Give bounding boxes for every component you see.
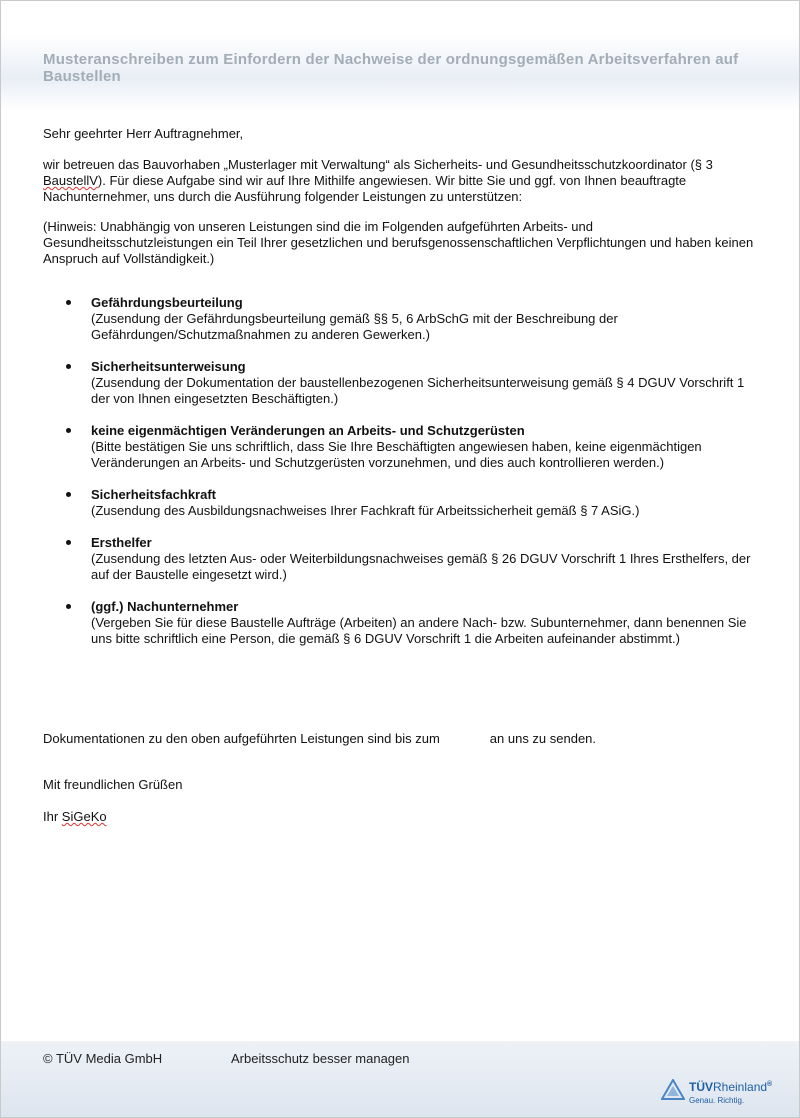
item-title: Sicherheitsunterweisung (91, 359, 246, 374)
item-title: Ersthelfer (91, 535, 152, 550)
item-title: Gefährdungsbeurteilung (91, 295, 243, 310)
intro-text-b: BaustellV (43, 173, 98, 188)
item-desc: (Vergeben Sie für diese Baustelle Aufträge (Arbeiten) an andere Nach- bzw. Subunternehmer, dann benennen Sie uns bitte schriftlich eine Person, die gemäß § 6 DGUV Vorschrift 1 die Arbeiten aufeinander abstimmt.) (91, 615, 747, 646)
signature-line (43, 809, 763, 825)
list-item (63, 295, 763, 343)
salutation: Sehr geehrter Herr Auftragnehmer, (43, 126, 244, 141)
item-title: Sicherheitsfachkraft (91, 487, 216, 502)
signature: SiGeKo (61, 809, 107, 824)
item-desc: (Zusendung des Ausbildungsnachweises Ihrer Fachkraft für Arbeitssicherheit gemäß § 7 ASiG.) (91, 503, 640, 518)
tuv-rheinland-logo (661, 1077, 781, 1113)
item-desc: (Zusendung des letzten Aus- oder Weiterbildungsnachweises gemäß § 26 DGUV Vorschrift 1 Ihres Ersthelfers, der auf der Baustelle eingesetzt wird.) (91, 551, 751, 582)
deadline-text-a: Dokumentationen zu den oben aufgeführten Leistungen sind bis zum (43, 731, 440, 746)
intro-text-a: wir betreuen das Bauvorhaben „Musterlager mit Verwaltung“ als Sicherheits- und Gesundheitsschutzkoordinator (§ 3 (43, 157, 713, 172)
list-item (63, 423, 763, 471)
deadline-text-b: an uns zu senden. (489, 731, 597, 746)
intro-paragraph (43, 157, 763, 205)
logo-tagline: Genau. Richtig. (689, 1096, 745, 1105)
signature-prefix: Ihr (43, 809, 59, 824)
item-desc: (Zusendung der Gefährdungsbeurteilung gemäß §§ 5, 6 ArbSchG mit der Beschreibung der Gefährdungen/Schutzmaßnahmen zu anderen Gewerken.) (91, 311, 618, 342)
item-title: keine eigenmächtigen Veränderungen an Arbeits- und Schutzgerüsten (91, 423, 525, 438)
hint-paragraph: (Hinweis: Unabhängig von unseren Leistungen sind die im Folgenden aufgeführten Arbeits- und Gesundheitsschutzleistungen ein Teil Ihrer gesetzlichen und berufsgenossenschaftlichen Verpflichtungen und haben keinen Anspruch auf Vollständigkeit.) (43, 219, 754, 266)
triangle-logo-icon (661, 1079, 685, 1101)
list-item (63, 359, 763, 407)
item-desc: (Zusendung der Dokumentation der baustellenbezogenen Sicherheitsunterweisung gemäß § 4 DGUV Vorschrift 1 der von Ihnen eingesetzten Beschäftigten.) (91, 375, 745, 406)
logo-name: TÜVRheinland® (689, 1080, 773, 1094)
footer-copyright: © TÜV Media GmbH (43, 1051, 163, 1066)
closing: Mit freundlichen Grüßen (43, 777, 183, 792)
intro-text-c: ). Für diese Aufgabe sind wir auf Ihre Mithilfe angewiesen. Wir bitte Sie und ggf. von Ihnen beauftragte Nachunternehmer, uns durch die Ausführung folgender Leistungen zu unterstützen: (43, 173, 687, 204)
list-item (63, 487, 763, 519)
list-item (63, 599, 763, 647)
documentation-deadline (43, 731, 763, 747)
requirements-list (63, 295, 763, 647)
item-title: (ggf.) Nachunternehmer (91, 599, 239, 614)
footer-slogan: Arbeitsschutz besser managen (231, 1051, 410, 1066)
item-desc: (Bitte bestätigen Sie uns schriftlich, dass Sie Ihre Beschäftigten angewiesen haben, keine eigenmächtigen Veränderungen an Arbeits- und Schutzgerüsten vorzunehmen, und dies auch kontrollieren werden.) (91, 439, 702, 470)
document-title: Musteranschreiben zum Einfordern der Nachweise der ordnungsgemäßen Arbeitsverfahren auf Baustellen (43, 51, 739, 85)
list-item (63, 535, 763, 583)
